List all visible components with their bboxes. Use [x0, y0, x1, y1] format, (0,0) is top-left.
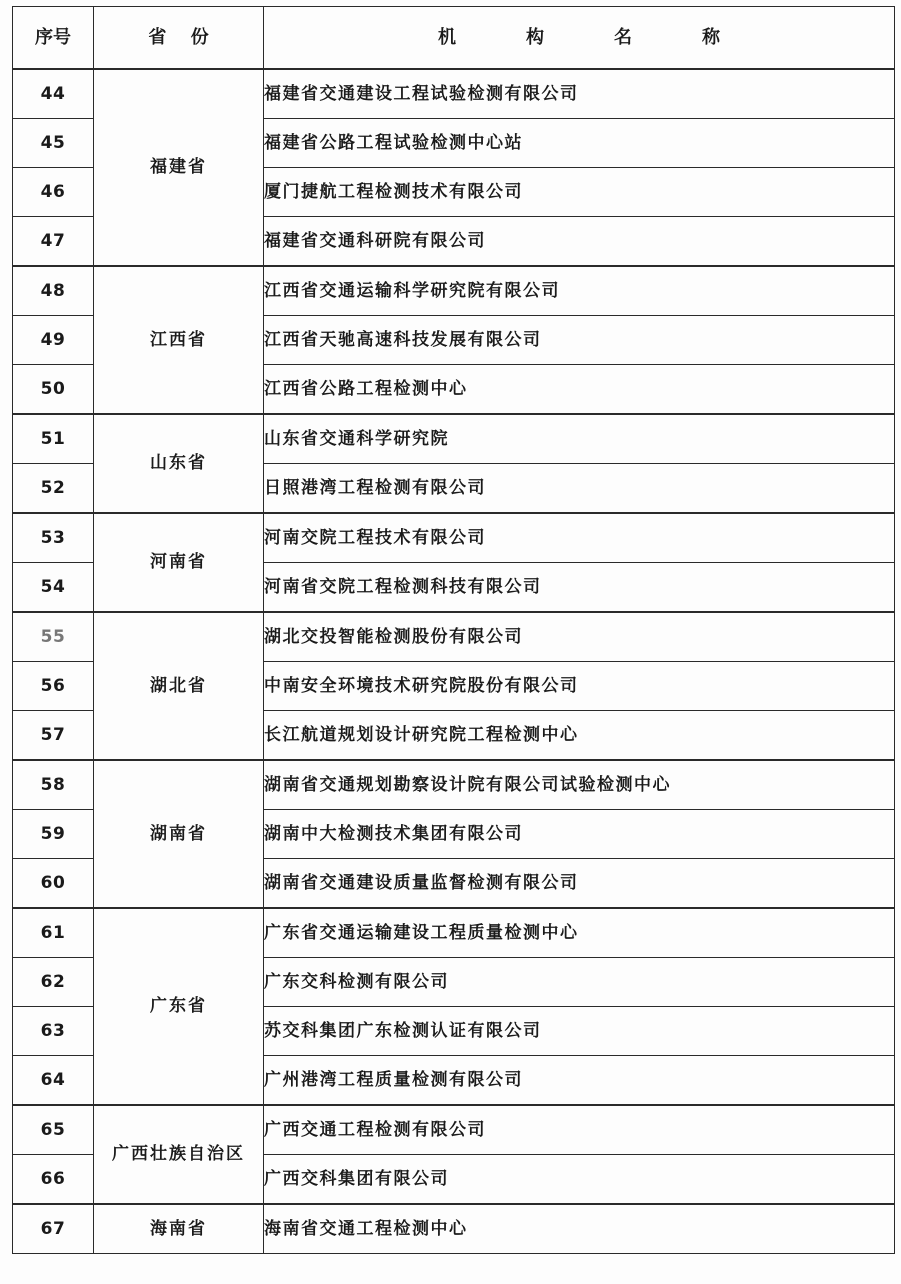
table-body: [13, 69, 895, 1254]
institution-name: 海南省交通工程检测中心: [264, 1204, 895, 1254]
table-row: [13, 908, 895, 958]
row-number: 47: [13, 217, 94, 267]
header-institution-char: 称: [702, 26, 720, 48]
province-cell: 广东省: [94, 908, 264, 1105]
row-number: 67: [13, 1204, 94, 1254]
institution-name: 广东交科检测有限公司: [264, 958, 895, 1007]
institution-name: 日照港湾工程检测有限公司: [264, 464, 895, 514]
table-row: [13, 69, 895, 119]
row-number: 51: [13, 414, 94, 464]
institution-name: 湖南省交通建设质量监督检测有限公司: [264, 859, 895, 909]
table-row: [13, 414, 895, 464]
table-row: [13, 513, 895, 563]
province-cell: 河南省: [94, 513, 264, 612]
row-number: 58: [13, 760, 94, 810]
table-row: [13, 612, 895, 662]
row-number: 65: [13, 1105, 94, 1155]
row-number: 52: [13, 464, 94, 514]
row-number: 57: [13, 711, 94, 761]
row-number: 64: [13, 1056, 94, 1106]
province-cell: 江西省: [94, 266, 264, 414]
row-number: 62: [13, 958, 94, 1007]
institution-name: 长江航道规划设计研究院工程检测中心: [264, 711, 895, 761]
table-row: [13, 760, 895, 810]
institution-table: [12, 6, 895, 1254]
header-institution-char: 机: [438, 26, 456, 48]
province-cell: 山东省: [94, 414, 264, 513]
province-cell: 海南省: [94, 1204, 264, 1254]
row-number: 61: [13, 908, 94, 958]
row-number: 63: [13, 1007, 94, 1056]
province-cell: 湖北省: [94, 612, 264, 760]
row-number: 56: [13, 662, 94, 711]
institution-name: 山东省交通科学研究院: [264, 414, 895, 464]
row-number: 54: [13, 563, 94, 613]
institution-name: 江西省交通运输科学研究院有限公司: [264, 266, 895, 316]
header-institution-name: [264, 7, 895, 70]
row-number: 60: [13, 859, 94, 909]
institution-name: 湖南省交通规划勘察设计院有限公司试验检测中心: [264, 760, 895, 810]
institution-name: 厦门捷航工程检测技术有限公司: [264, 168, 895, 217]
header-province: 省 份: [94, 7, 264, 70]
institution-name: 湖南中大检测技术集团有限公司: [264, 810, 895, 859]
row-number: 55: [13, 612, 94, 662]
header-institution-char: 构: [526, 26, 544, 48]
institution-name: 福建省公路工程试验检测中心站: [264, 119, 895, 168]
institution-name: 江西省公路工程检测中心: [264, 365, 895, 415]
table-header-row: [13, 7, 895, 70]
header-institution-char: 名: [614, 26, 632, 48]
header-number: 序号: [13, 7, 94, 70]
row-number: 45: [13, 119, 94, 168]
institution-name: 河南交院工程技术有限公司: [264, 513, 895, 563]
institution-name: 广东省交通运输建设工程质量检测中心: [264, 908, 895, 958]
row-number: 53: [13, 513, 94, 563]
table-row: [13, 266, 895, 316]
province-cell: 湖南省: [94, 760, 264, 908]
row-number: 50: [13, 365, 94, 415]
row-number: 44: [13, 69, 94, 119]
row-number: 46: [13, 168, 94, 217]
province-cell: 福建省: [94, 69, 264, 266]
row-number: 66: [13, 1155, 94, 1205]
institution-name: 广西交科集团有限公司: [264, 1155, 895, 1205]
province-cell: 广西壮族自治区: [94, 1105, 264, 1204]
institution-name: 广州港湾工程质量检测有限公司: [264, 1056, 895, 1106]
institution-name: 中南安全环境技术研究院股份有限公司: [264, 662, 895, 711]
institution-name: 湖北交投智能检测股份有限公司: [264, 612, 895, 662]
institution-name: 苏交科集团广东检测认证有限公司: [264, 1007, 895, 1056]
institution-name: 福建省交通科研院有限公司: [264, 217, 895, 267]
table-row: [13, 1105, 895, 1155]
row-number: 59: [13, 810, 94, 859]
row-number: 48: [13, 266, 94, 316]
institution-name: 江西省天驰高速科技发展有限公司: [264, 316, 895, 365]
institution-name: 广西交通工程检测有限公司: [264, 1105, 895, 1155]
institution-name: 河南省交院工程检测科技有限公司: [264, 563, 895, 613]
table-row: [13, 1204, 895, 1254]
row-number: 49: [13, 316, 94, 365]
institution-name: 福建省交通建设工程试验检测有限公司: [264, 69, 895, 119]
